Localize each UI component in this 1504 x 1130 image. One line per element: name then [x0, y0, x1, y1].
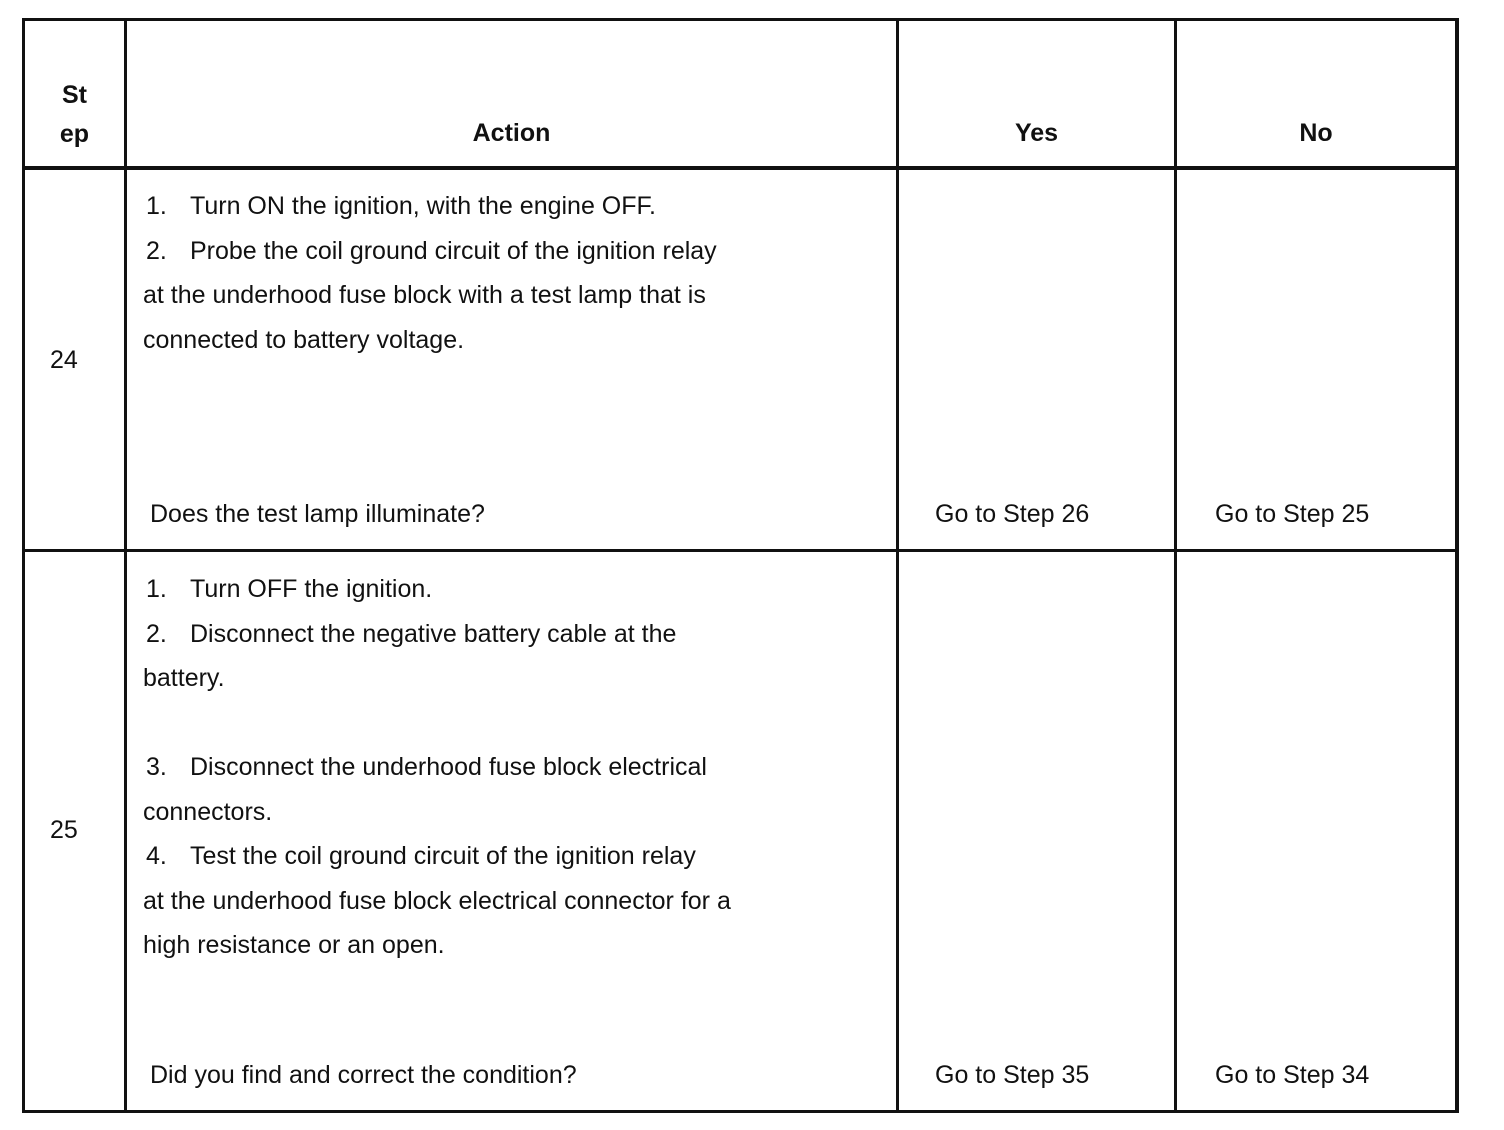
header-yes: Yes — [1014, 119, 1059, 147]
header-step — [25, 76, 124, 154]
action-line-text: connectors. — [143, 797, 273, 826]
no-result-step-24: Go to Step 25 — [1215, 500, 1370, 528]
action-line — [143, 923, 731, 968]
action-line-text: Turn ON the ignition, with the engine OFF. — [190, 192, 656, 220]
action-line — [143, 567, 731, 612]
yes-result-step-24: Go to Step 26 — [935, 500, 1090, 528]
action-line — [143, 745, 731, 790]
column-divider-yes-no — [1174, 18, 1177, 1113]
action-line — [143, 273, 717, 318]
action-line — [143, 834, 731, 879]
action-line-blank — [143, 701, 731, 746]
step-number-24: 24 — [50, 346, 78, 374]
question-step-24: Does the test lamp illuminate? — [150, 500, 485, 528]
header-divider — [22, 166, 1459, 170]
table-border-bottom — [22, 1110, 1459, 1113]
header-step-line2: ep — [59, 120, 90, 148]
action-line-text: high resistance or an open. — [143, 931, 445, 959]
action-line-text: Disconnect the negative battery cable at the — [190, 619, 677, 648]
action-line — [143, 612, 731, 657]
action-line-text: Turn OFF the ignition. — [190, 575, 433, 603]
action-list-step-25 — [143, 567, 731, 968]
action-line-text: at the underhood fuse block with a test lamp that is — [143, 281, 706, 309]
action-line — [143, 656, 731, 701]
action-line — [143, 790, 731, 835]
action-line — [143, 184, 717, 229]
yes-result-step-25: Go to Step 35 — [935, 1061, 1090, 1089]
action-line-number: 2. — [146, 619, 167, 648]
action-line-number: 2. — [146, 236, 167, 265]
action-line-text: Disconnect the underhood fuse block electrical — [190, 753, 707, 781]
action-line-text: connected to battery voltage. — [143, 325, 465, 354]
question-step-25: Did you find and correct the condition? — [150, 1061, 577, 1089]
action-line-number: 1. — [146, 192, 167, 220]
action-line-text: at the underhood fuse block electrical connector for a — [143, 886, 731, 915]
column-divider-action-yes — [896, 18, 899, 1113]
action-line-text: Test the coil ground circuit of the ignition relay — [190, 842, 696, 870]
action-list-step-24 — [143, 184, 717, 362]
header-step-line1: St — [62, 81, 87, 109]
table-border-left — [22, 18, 25, 1113]
action-line-number: 4. — [146, 842, 167, 870]
action-line — [143, 318, 717, 363]
table-border-top — [22, 18, 1459, 21]
table-border-right — [1455, 18, 1459, 1113]
action-line — [143, 229, 717, 274]
column-divider-step-action — [124, 18, 127, 1113]
action-line-number: 1. — [146, 575, 167, 603]
step-number-25: 25 — [50, 816, 78, 844]
no-result-step-25: Go to Step 34 — [1215, 1061, 1370, 1089]
action-line-text: Probe the coil ground circuit of the ignition relay — [190, 236, 717, 265]
action-line-number: 3. — [146, 753, 167, 781]
header-action: Action — [472, 119, 551, 147]
row-divider — [22, 549, 1459, 552]
header-no: No — [1299, 119, 1333, 147]
action-line-text: battery. — [143, 664, 225, 692]
action-line — [143, 879, 731, 924]
